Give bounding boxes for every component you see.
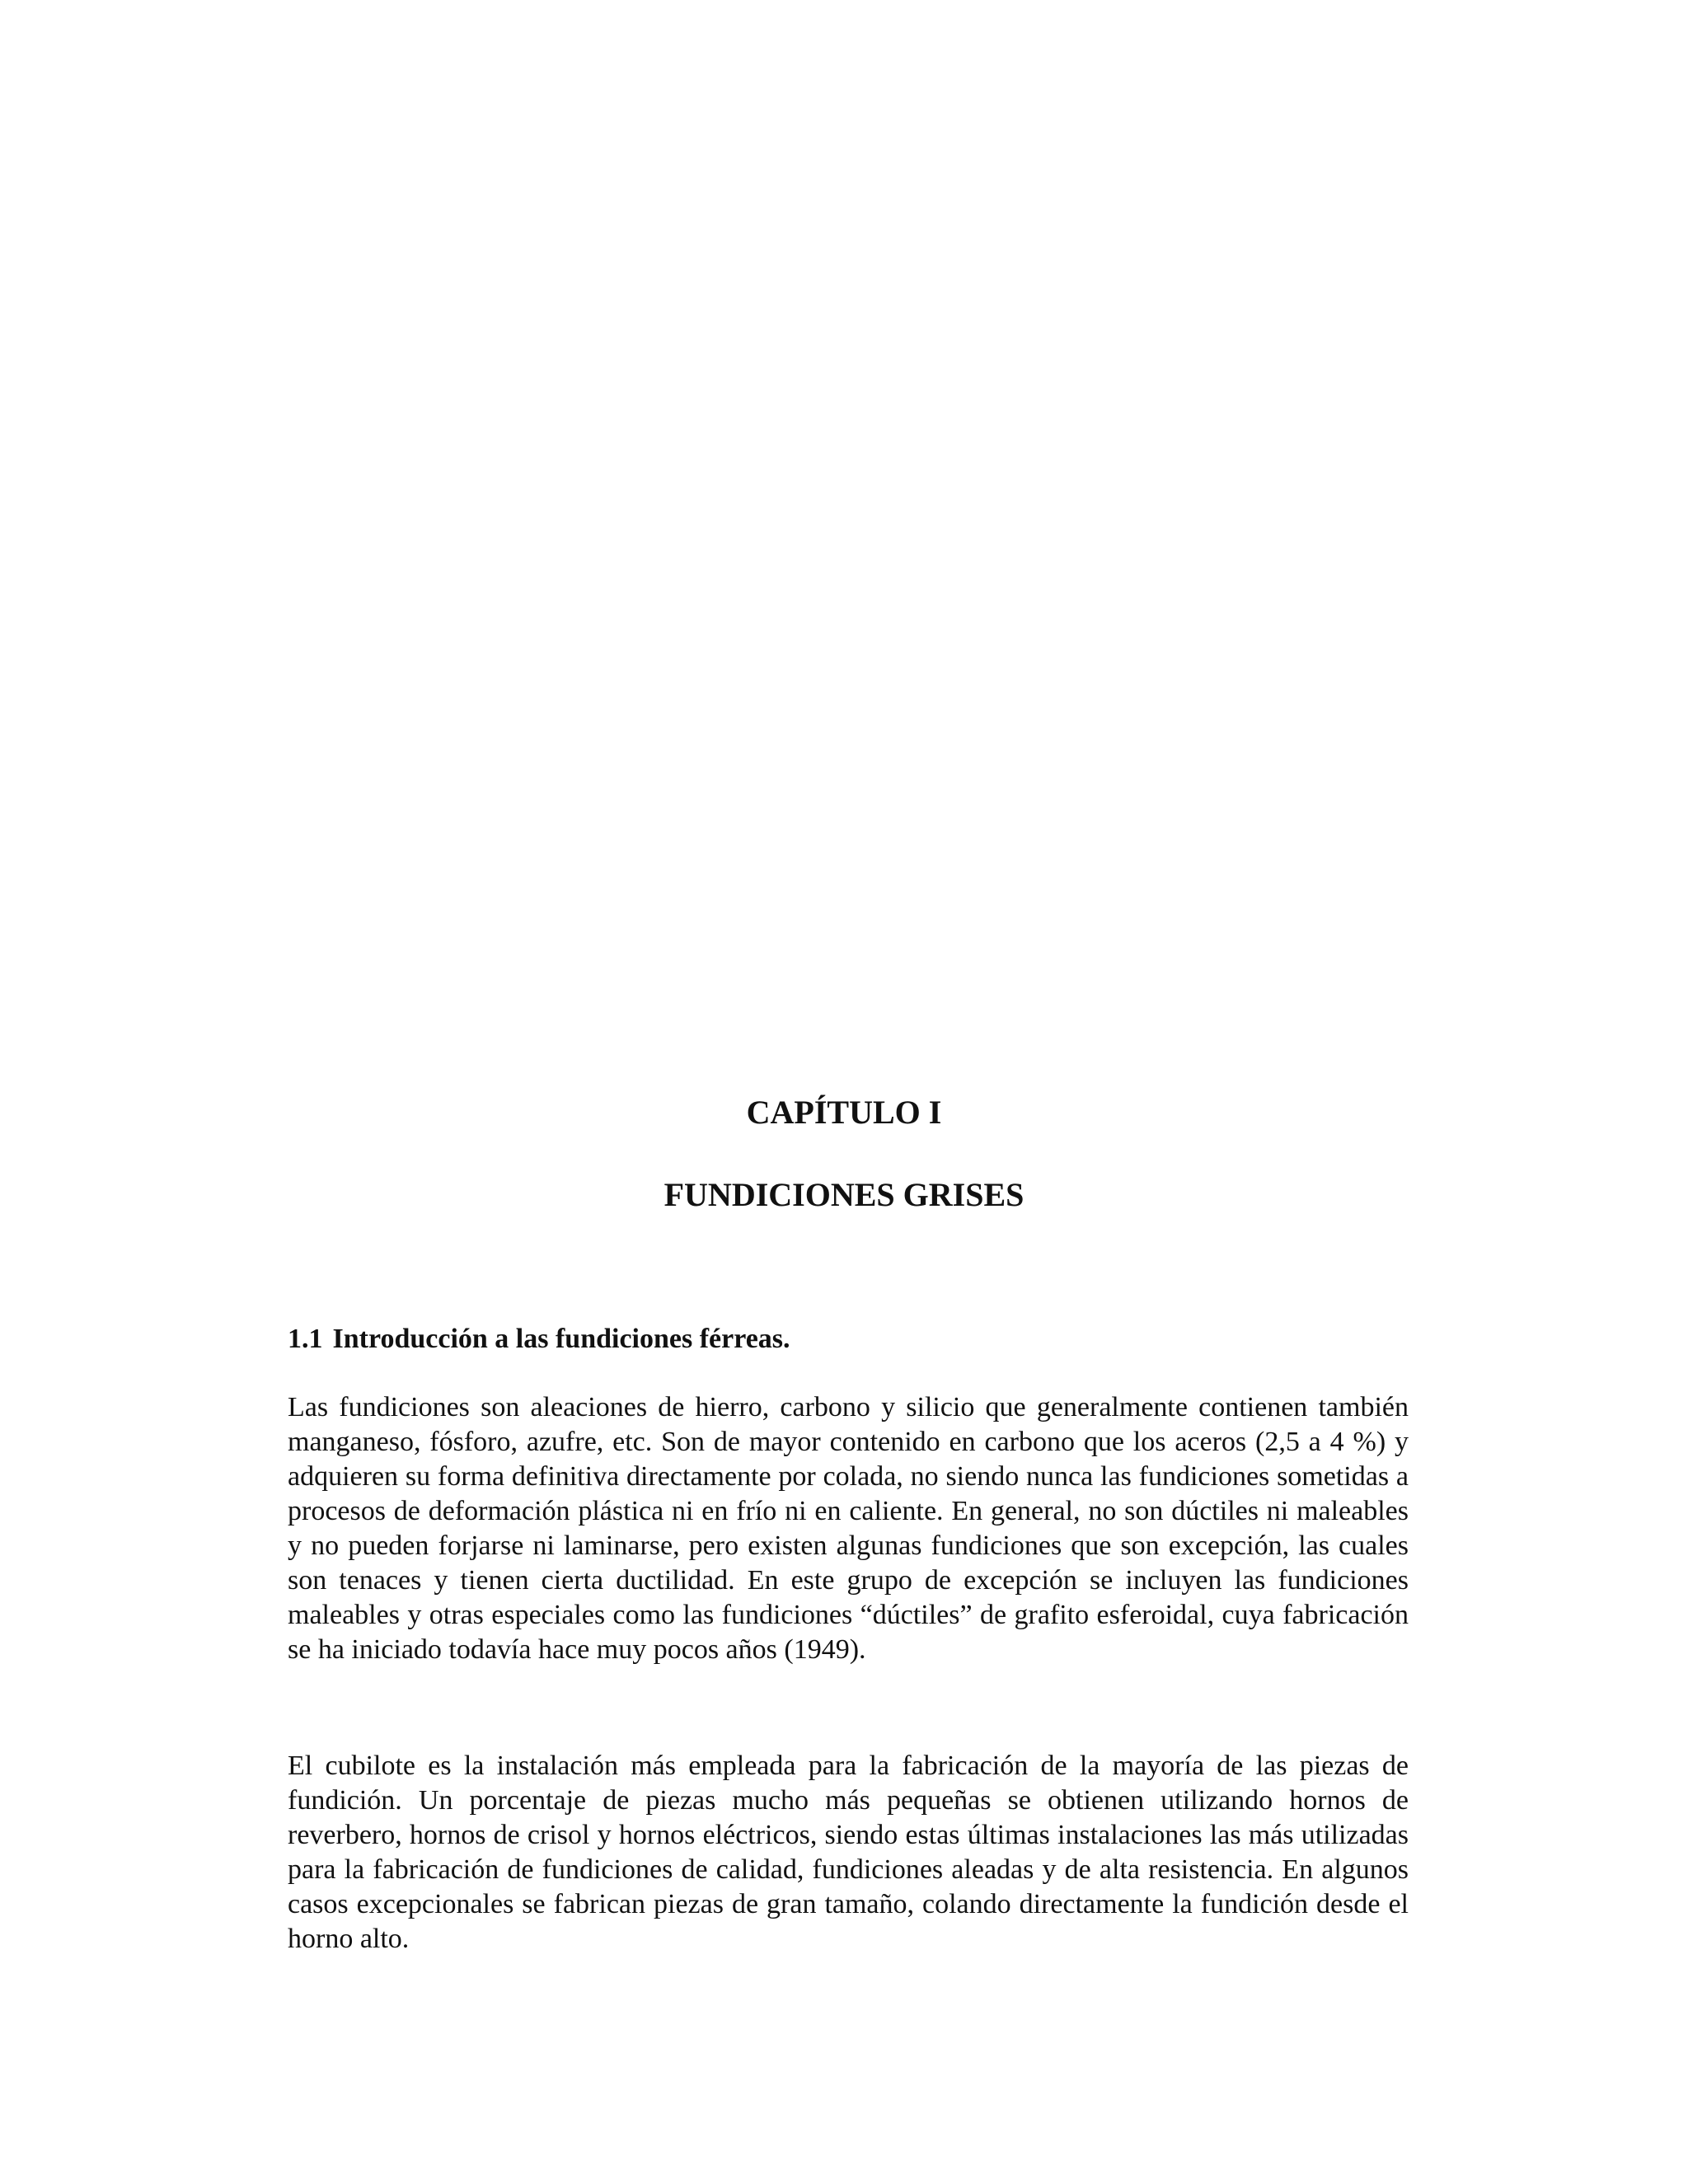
section-heading	[288, 1319, 1409, 1360]
paragraph-1: Las fundiciones son aleaciones de hierro, carbono y silicio que generalmente contienen también manganeso, fósforo, azufre, etc. Son de mayor contenido en carbono que los aceros (2,5 a 4 %) y adquieren su forma definitiva directamente por colada, no siendo nunca las fundiciones sometidas a procesos de deformación plástica ni en frío ni en caliente. En general, no son dúctiles ni maleables y no pueden forjarse ni laminarse, pero existen algunas fundiciones que son excepción, las cuales son tenaces y tienen cierta ductilidad. En este grupo de excepción se incluyen las fundiciones maleables y otras especiales como las fundiciones “dúctiles” de grafito esferoidal, cuya fabricación se ha iniciado todavía hace muy pocos años (1949).	[288, 1392, 1409, 1665]
section-number: 1.1	[288, 1324, 323, 1354]
chapter-title: FUNDICIONES GRISES	[663, 1176, 1025, 1213]
chapter-label: CAPÍTULO I	[746, 1094, 942, 1131]
section-title: Introducción a las fundiciones férreas.	[332, 1324, 790, 1354]
paragraph-2: El cubilote es la instalación más empleada para la fabricación de la mayoría de las piezas de fundición. Un porcentaje de piezas mucho más pequeñas se obtienen utilizando hornos de reverbero, hornos de crisol y hornos eléctricos, siendo estas últimas instalaciones las más utilizadas para la fabricación de fundiciones de calidad, fundiciones aleadas y de alta resistencia. En algunos casos excepcionales se fabrican piezas de gran tamaño, colando directamente la fundición desde el horno alto.	[288, 1750, 1409, 1954]
